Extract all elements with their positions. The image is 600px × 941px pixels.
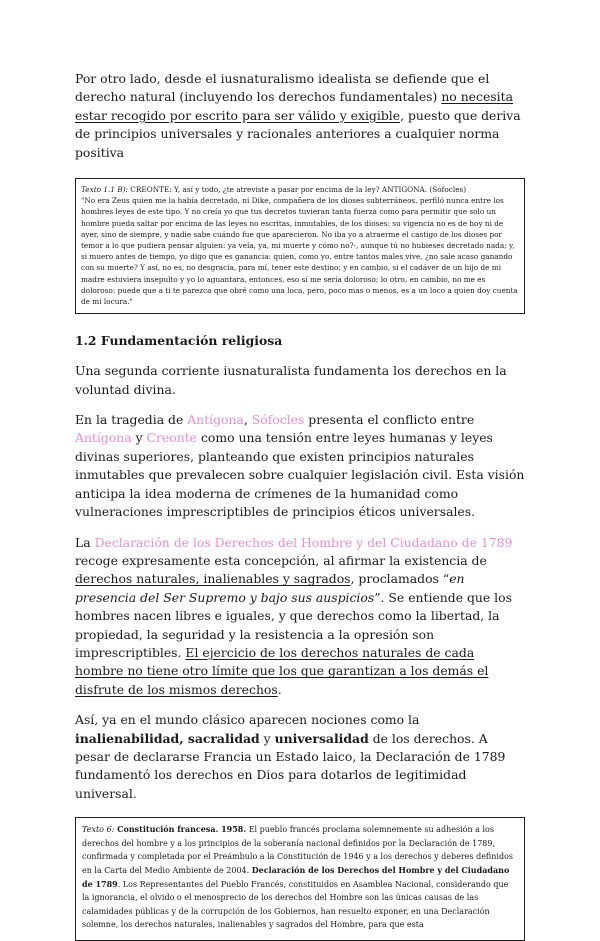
section-paragraph-4 <box>75 711 525 803</box>
text6-text: El pueblo francés proclama solemnemente su adhesión a los derechos del hombre y a los principios de la soberanía nacional definidos por la Declaración de 1789, confirmada y completada por el Preámbulo a la Constitución de 1946 y a los derechos y deberes definidos en la Carta del Medio Ambiente de 2004. <box>82 825 514 875</box>
text6-body <box>82 823 518 932</box>
p4-text: y <box>259 730 275 746</box>
p4-text: de los derechos. A pesar de declararse Francia un Estado laico, la Declaración de 1789 fundamentó los derechos en Dios para dotarlos de legitimidad universal. <box>75 730 506 801</box>
p3-quote: en presencia del Ser Supremo y bajo sus auspicios <box>75 571 465 605</box>
text6-title: Constitución francesa. 1958. <box>114 824 247 835</box>
p3-text: La <box>75 534 95 550</box>
section-heading: 1.2 Fundamentación religiosa <box>75 333 283 349</box>
quote-box-antigona <box>75 178 525 314</box>
link-creonte[interactable]: Creonte <box>146 430 198 446</box>
text1-label: Texto 1.1 B): <box>81 185 128 195</box>
document-page <box>75 70 525 941</box>
intro-text-end: , puesto que deriva de principios universales y racionales anteriores a cualquier norma positiva <box>75 107 521 160</box>
p4-bold: inalienabilidad, sacralidad <box>75 730 260 746</box>
section-paragraph-3 <box>75 534 525 700</box>
intro-paragraph <box>75 70 525 162</box>
text1-header <box>81 184 518 195</box>
link-declaracion-1789[interactable]: Declaración de los Derechos del Hombre y del Ciudadano de 1789 <box>94 534 513 550</box>
intro-underlined: no necesita estar recogido por escrito para ser válido y exigible <box>75 89 513 123</box>
p3-underlined: El ejercicio de los derechos naturales de cada hombre no tiene otro límite que los que garantizan a los demás el disfrute de los mismos derechos <box>75 644 489 697</box>
section-paragraph-1: Una segunda corriente iusnaturalista fundamenta los derechos en la voluntad divina. <box>75 363 507 397</box>
p2-text: como una tensión entre leyes humanas y leyes divinas superiores, planteando que existen principios naturales inmutables que prevalecen sobre cualquier legislación civil. Esta visión anticipa la idea moderna de crímenes de la humanidad como vulneraciones imprescriptibles de principios éticos universales. <box>75 430 525 520</box>
link-sofocles[interactable]: Sófocles <box>251 412 305 428</box>
section-paragraph-2 <box>75 411 525 521</box>
text1-body: "No era Zeus quien me la había decretado, ni Dike, compañera de los dioses subterráneos, perfiló nunca entre los hombres leyes de este tipo. Y no creía yo que tus decretos tuvieran tanta fuerza como para permitir que solo un hombre pueda saltar por encima de las leyes no escritas, inmutables, de los dioses: su vigencia no es de hoy ni de ayer, sino de siempre, y nadie sabe cuándo fue que aparecieron. No iba yo a atraerme el castigo de los dioses por temor a lo que pudiera pensar alguien: ya veía, ya, mi muerte y cómo no?-, aunque tú no hubieses decretado nada; y, si muero antes de tiempo, yo digo que es ganancia: quien, como yo, entre tantos males vive, ¿no sale acaso ganando con su muerte? Y así, no es, no desgracia, para mí, tener este destino; y en cambio, si el cadáver de un hijo de mi madre estuviera insepulto y yo lo aguantara, entonces, eso sí me sería doloroso; lo otro, en cambio, no me es doloroso: puede que a ti te parezca que obré como una loca, pero, poco mas o menos, es a un loco a quien doy cuenta de mi locura." <box>81 196 518 307</box>
text6-text: . Los Representantes del Pueblo Francés, constituidos en Asamblea Nacional, considerando que la ignorancia, el olvido o el menosprecio de los derechos del Hombre son las únicas causas de las calamidades públicas y de la corrupción de los Gobiernos, han resuelto exponer, en una Declaración solemne, los derechos naturales, inalienables y sagrados del Hombre, para que esta <box>82 879 509 930</box>
p2-text: En la tragedia de <box>75 412 188 428</box>
p3-underlined: derechos naturales, inalienables y sagrados <box>75 571 351 587</box>
link-antigona[interactable]: Antígona <box>75 430 132 446</box>
p2-text: , <box>243 412 252 428</box>
p3-text: , proclamados “ <box>350 571 450 587</box>
p3-text: recoge expresamente esta concepción, al afirmar la existencia de <box>75 552 487 568</box>
text1-header-text: CREONTE: Y, así y todo, ¿te atreviste a pasar por encima de la ley? ANTIGONA. (Sófocles) <box>127 185 467 195</box>
text6-label: Texto 6: <box>82 825 115 835</box>
text6-bold: Declaración de los Derechos del Hombre y del Ciudadano de 1789 <box>82 864 510 889</box>
p3-text: . <box>277 681 282 697</box>
quote-box-constitucion <box>75 817 525 941</box>
p4-text: Así, ya en el mundo clásico aparecen nociones como la <box>75 712 420 728</box>
p4-bold: universalidad <box>274 730 369 746</box>
link-antigona[interactable]: Antígona <box>187 412 244 428</box>
p3-text: ”. Se entiende que los hombres nacen libres e iguales, y que derechos como la libertad, la propiedad, la seguridad y la resistencia a la opresión son imprescriptibles. <box>75 589 512 660</box>
p2-text: y <box>131 430 147 446</box>
p2-text: presenta el conflicto entre <box>304 412 475 428</box>
intro-text: Por otro lado, desde el iusnaturalismo idealista se defiende que el derecho natural (incluyendo los derechos fundamentales) <box>75 71 490 105</box>
